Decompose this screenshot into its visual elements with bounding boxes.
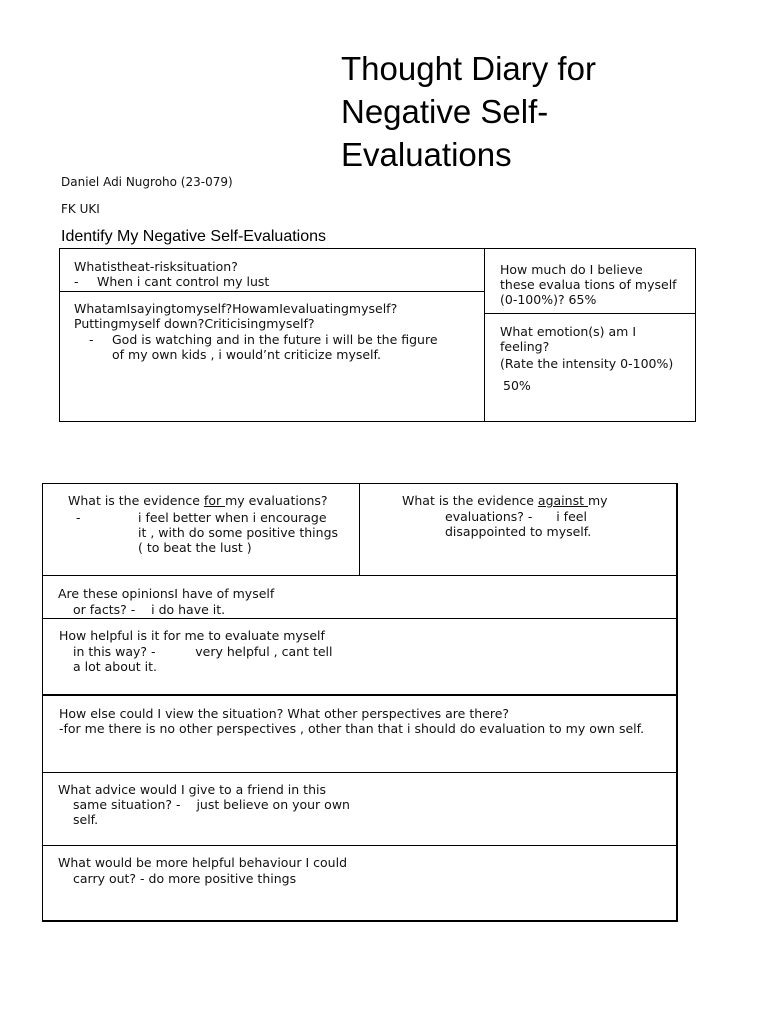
row-divider-3 bbox=[42, 694, 678, 696]
saying-answer-line-1: God is watching and in the future i will be the figure bbox=[112, 332, 438, 347]
helpful-answer-line-2: a lot about it. bbox=[73, 659, 158, 674]
evidence-for-question-end: my evaluations? bbox=[225, 493, 328, 508]
row-divider-4 bbox=[42, 772, 678, 774]
opinions-answer: or facts? - i do have it. bbox=[73, 602, 226, 617]
else-answer: -for me there is no other perspectives , other than that i should do evaluation to my own self. bbox=[59, 721, 645, 736]
evidence-for-question bbox=[68, 493, 328, 509]
advice-answer-line-1: same situation? - just believe on your own bbox=[73, 797, 350, 812]
evidence-against-line-2: evaluations? - i feel bbox=[445, 509, 587, 524]
risk-question: Whatistheat-risksituation? bbox=[74, 259, 238, 274]
advice-answer-line-2: self. bbox=[73, 812, 99, 827]
helpful-answer-line-1: in this way? - very helpful , cant tell bbox=[73, 644, 333, 659]
emotion-line-1: What emotion(s) am I bbox=[500, 324, 637, 339]
row-divider-2 bbox=[42, 618, 678, 620]
evidence-for-answer-line-2: it , with do some positive things bbox=[138, 525, 339, 540]
row-divider-5 bbox=[42, 845, 678, 847]
title-line-1: Thought Diary for bbox=[341, 50, 596, 87]
evidence-against-keyword: against bbox=[537, 493, 588, 508]
evidence-for-answer-line-1: i feel better when i encourage bbox=[138, 510, 327, 525]
identify-left-divider bbox=[59, 291, 485, 293]
emotion-line-3: (Rate the intensity 0-100%) bbox=[500, 356, 674, 371]
identify-right-divider bbox=[484, 313, 696, 315]
evidence-against-question-end: my bbox=[587, 493, 608, 508]
believe-line-2: these evalua tions of myself bbox=[500, 277, 677, 292]
identify-vertical-divider bbox=[484, 248, 485, 422]
title-line-3: Evaluations bbox=[341, 136, 512, 173]
saying-bullet: - bbox=[89, 332, 94, 347]
risk-answer: When i cant control my lust bbox=[97, 274, 270, 289]
helpful-question: How helpful is it for me to evaluate myself bbox=[59, 628, 325, 643]
section-heading: Identify My Negative Self-Evaluations bbox=[61, 228, 327, 245]
evidence-for-bullet: - bbox=[76, 510, 81, 525]
saying-question-line-2: Puttingmyself down?Criticisingmyself? bbox=[74, 316, 315, 331]
believe-line-1: How much do I believe bbox=[500, 262, 643, 277]
evidence-for-question-start: What is the evidence bbox=[68, 493, 204, 508]
evidence-for-keyword: for bbox=[203, 493, 226, 508]
risk-bullet: - bbox=[74, 274, 79, 289]
document-title bbox=[341, 47, 721, 176]
author-name: Daniel Adi Nugroho (23-079) bbox=[61, 175, 233, 189]
behaviour-answer: carry out? - do more positive things bbox=[73, 871, 297, 886]
evidence-for-answer-line-3: ( to beat the lust ) bbox=[138, 540, 252, 555]
evidence-vertical-divider bbox=[359, 483, 360, 576]
institution: FK UKI bbox=[61, 202, 100, 216]
title-line-2: Negative Self- bbox=[341, 93, 549, 130]
evidence-against-line-3: disappointed to myself. bbox=[445, 524, 592, 539]
evidence-against-question bbox=[402, 493, 608, 509]
advice-question: What advice would I give to a friend in this bbox=[58, 782, 326, 797]
emotion-line-2: feeling? bbox=[500, 339, 550, 354]
else-question: How else could I view the situation? What other perspectives are there? bbox=[59, 706, 510, 721]
saying-answer-line-2: of my own kids , i would’nt criticize myself. bbox=[112, 347, 381, 362]
believe-line-3: (0-100%)? 65% bbox=[500, 292, 597, 307]
evidence-against-question-start: What is the evidence bbox=[402, 493, 538, 508]
opinions-question: Are these opinionsI have of myself bbox=[58, 586, 275, 601]
saying-question-line-1: WhatamIsayingtomyself?HowamIevaluatingmyself? bbox=[74, 301, 398, 316]
row-divider-1 bbox=[42, 575, 678, 577]
emotion-rating: 50% bbox=[503, 378, 531, 393]
behaviour-question: What would be more helpful behaviour I could bbox=[58, 855, 348, 870]
